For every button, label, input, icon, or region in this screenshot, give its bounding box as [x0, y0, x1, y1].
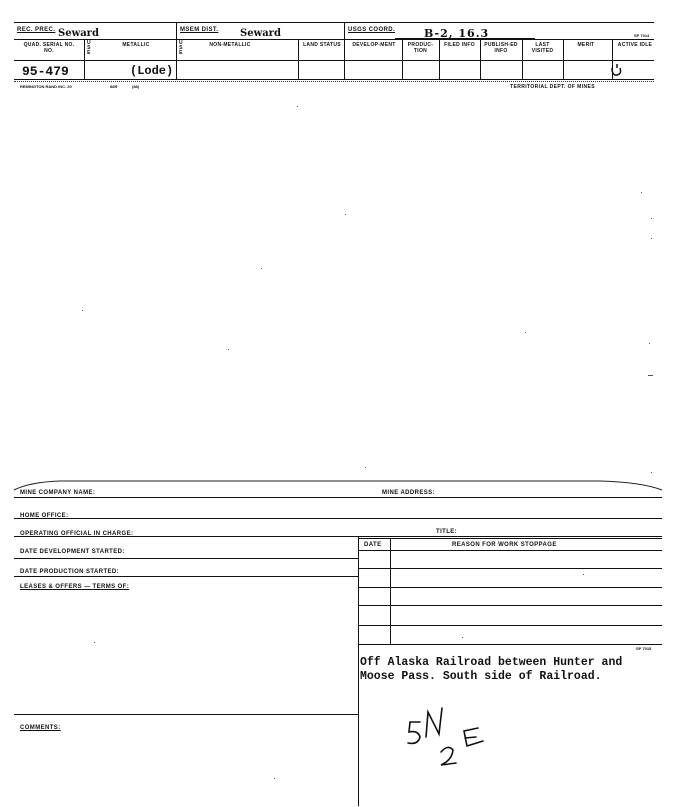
form-number-bottom: SP 7015: [636, 646, 652, 651]
col-development: DEVELOP-MENT: [352, 42, 396, 48]
serial-number: 95-479: [22, 64, 69, 79]
printer-imprint: REMINGTON RAND INC. 20: [20, 84, 72, 89]
location-note-line-2: Moose Pass. South side of Railroad.: [360, 670, 602, 683]
date-production-started-label: DATE PRODUCTION STARTED:: [20, 569, 120, 575]
mine-company-name-label: MINE COMPANY NAME:: [20, 490, 96, 496]
col-non-metallic: NON-METALLIC: [209, 42, 251, 48]
col-use-metallic: USE: [87, 40, 91, 56]
printer-code: 88R: [110, 84, 118, 89]
title-label: TITLE:: [436, 529, 458, 535]
col-last-visited: LAST VISITED: [531, 42, 554, 54]
printer-code-2: (88): [132, 84, 140, 89]
rec-prec-label: REC. PREC.: [17, 27, 56, 33]
msem-dist-label: MSEM DIST.: [180, 27, 219, 33]
department-label: TERRITORIAL DEPT. OF MINES: [510, 84, 595, 90]
location-note-line-1: Off Alaska Railroad between Hunter and: [360, 656, 623, 669]
comments-label: COMMENTS:: [20, 725, 61, 731]
col-use-nonmetallic: USE: [179, 40, 183, 56]
col-quad-serial: QUAD. SERIAL NO. NO.: [23, 42, 75, 54]
col-land-status: LAND STATUS: [303, 42, 341, 48]
deposit-type: (Lode): [130, 64, 174, 78]
home-office-label: HOME OFFICE:: [20, 513, 69, 519]
rec-prec-value: Seward: [58, 28, 99, 39]
handwritten-range: [438, 724, 502, 770]
usgs-coord-label: USGS COORD.: [348, 27, 396, 33]
mine-address-label: MINE ADDRESS:: [382, 490, 435, 496]
operating-official-label: OPERATING OFFICIAL IN CHARGE:: [20, 531, 134, 537]
card-edge: [0, 474, 678, 498]
active-mark-icon: [608, 62, 624, 78]
date-column-header: DATE: [364, 542, 382, 548]
col-merit: MERIT: [577, 42, 595, 48]
col-metallic: METALLIC: [122, 42, 150, 48]
col-production: PRODUC-TION: [407, 42, 434, 54]
usgs-coord-value: B-2, 16.3: [424, 27, 490, 40]
col-active-idle: ACTIVE IDLE: [617, 42, 653, 48]
col-published-info: PUBLISH-ED INFO: [484, 42, 518, 54]
msem-dist-value: Seward: [240, 28, 281, 39]
form-number-top: SP 7014: [634, 33, 650, 38]
date-development-started-label: DATE DEVELOPMENT STARTED:: [20, 549, 125, 555]
col-filed-info: FILED INFO: [444, 42, 475, 48]
reason-column-header: REASON FOR WORK STOPPAGE: [452, 542, 557, 548]
leases-offers-label: LEASES & OFFERS — TERMS OF:: [20, 584, 130, 590]
